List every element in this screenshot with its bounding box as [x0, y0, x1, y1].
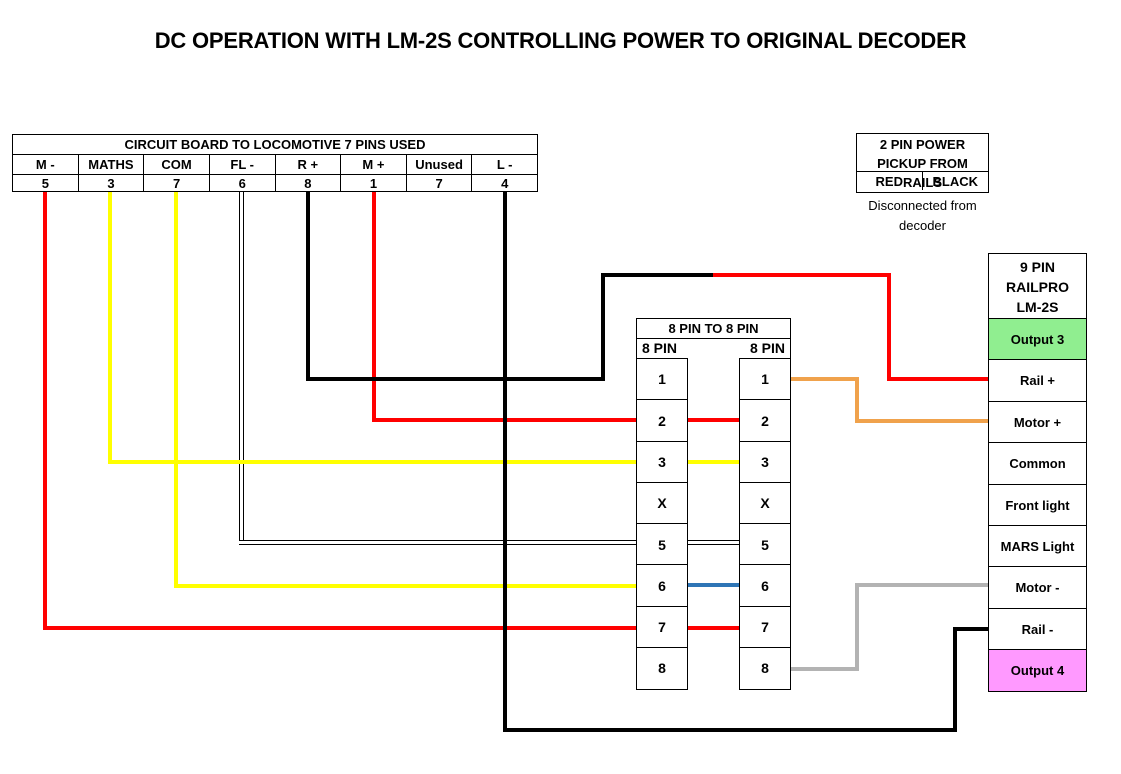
wire-m-minus-horizontal: [43, 626, 636, 630]
railpro-row-mars-light: MARS Light: [988, 525, 1087, 568]
header-cell: M +: [340, 155, 406, 174]
wire-m-plus-vertical: [372, 192, 376, 422]
wire-rail-plus-entry: [887, 377, 988, 381]
railpro-pin-column: [988, 318, 1087, 692]
wire-l-minus-riser: [953, 627, 957, 732]
railpro-row-output4: Output 4: [988, 649, 1087, 692]
power-pickup-title-line2: PICKUP FROM RAILS: [877, 156, 968, 190]
railpro-row-rail-minus: Rail -: [988, 608, 1087, 651]
adapter-left-pin-column: [636, 358, 688, 690]
adapter-left-pin: 5: [636, 523, 688, 566]
wire-motor-minus-entry: [855, 583, 988, 587]
wire-pin3-jumper: [688, 460, 739, 464]
wire-maths-vertical: [108, 192, 112, 464]
adapter-left-pin: X: [636, 482, 688, 525]
wire-m-minus-vertical: [43, 192, 47, 630]
wire-fl-minus-vertical: [239, 192, 244, 545]
railpro-title-line2: RAILPRO: [1006, 279, 1069, 295]
power-pickup-row: [857, 172, 988, 190]
power-pickup-title-line1: 2 PIN POWER: [879, 137, 966, 152]
adapter-right-pin: 2: [739, 399, 791, 442]
wire-motor-plus-entry: [855, 419, 988, 423]
wire-rail-plus-top-red: [713, 273, 891, 277]
black-wire-cell: BLACK: [922, 172, 989, 190]
wire-l-minus-vertical: [503, 192, 507, 732]
pin-number-cell: 4: [471, 175, 537, 191]
wire-fl-minus-horizontal: [239, 540, 636, 545]
adapter-right-pin: 5: [739, 523, 791, 566]
adapter-table-header: [636, 318, 791, 358]
adapter-table-title: 8 PIN TO 8 PIN: [637, 319, 790, 339]
railpro-row-output3: Output 3: [988, 318, 1087, 361]
red-wire-cell: RED: [875, 173, 903, 189]
wire-motor-plus-drop: [855, 377, 859, 423]
header-cell: L -: [471, 155, 537, 174]
railpro-row-motor-plus: Motor +: [988, 401, 1087, 444]
circuit-board-table: [12, 134, 538, 192]
adapter-right-pin: 7: [739, 606, 791, 649]
adapter-left-pin: 6: [636, 564, 688, 607]
power-pickup-table: [856, 133, 989, 193]
pin-number-cell: 1: [340, 175, 406, 191]
wire-pin2-jumper: [688, 418, 739, 422]
railpro-row-motor-minus: Motor -: [988, 566, 1087, 609]
pin-number-cell: 3: [78, 175, 144, 191]
wire-pin7-jumper: [688, 626, 739, 630]
circuit-board-pin-row: [13, 175, 537, 191]
header-cell: COM: [143, 155, 209, 174]
adapter-left-pin: 8: [636, 647, 688, 690]
pin-number-cell: 5: [41, 175, 49, 191]
disconnected-note: [856, 196, 989, 236]
header-cell: MATHS: [78, 155, 144, 174]
wire-rail-plus-drop: [887, 273, 891, 381]
pin-number-cell: 7: [143, 175, 209, 191]
adapter-right-pin: 3: [739, 441, 791, 484]
railpro-title-line1: 9 PIN: [1019, 259, 1055, 275]
wire-com-vertical: [174, 192, 178, 588]
circuit-board-table-title: CIRCUIT BOARD TO LOCOMOTIVE 7 PINS USED: [13, 135, 537, 155]
wire-r-plus-riser: [601, 273, 605, 381]
wire-l-minus-to-rail-minus: [953, 627, 988, 631]
wire-maths-horizontal: [108, 460, 636, 464]
wire-r-plus-vertical: [306, 192, 310, 381]
adapter-left-pin: 1: [636, 358, 688, 401]
header-cell: R +: [275, 155, 341, 174]
wire-pin6-jumper: [688, 583, 739, 587]
adapter-subheader-row: [637, 339, 790, 357]
wire-motor-minus-out: [791, 667, 859, 671]
wire-l-minus-bottom-horizontal: [503, 728, 957, 732]
diagram-title: DC OPERATION WITH LM-2S CONTROLLING POWER TO ORIGINAL DECODER: [154, 28, 967, 53]
wire-motor-minus-riser: [855, 583, 859, 671]
note-line1: Disconnected from: [868, 198, 977, 213]
adapter-right-header: 8 PIN: [749, 340, 785, 356]
wire-motor-plus-out: [791, 377, 859, 381]
pin-number-cell: 7: [406, 175, 472, 191]
pin-number-cell: 8: [275, 175, 341, 191]
railpro-row-front-light: Front light: [988, 484, 1087, 527]
adapter-right-pin-column: [739, 358, 791, 690]
pin-number-cell: 6: [209, 175, 275, 191]
wire-r-plus-top-black: [601, 273, 713, 277]
circuit-board-header-row: [13, 155, 537, 175]
wire-com-horizontal: [174, 584, 636, 588]
adapter-left-pin: 7: [636, 606, 688, 649]
adapter-left-header: 8 PIN: [642, 340, 678, 356]
adapter-right-pin: 6: [739, 564, 791, 607]
note-line2: decoder: [899, 218, 946, 233]
railpro-title-line3: LM-2S: [1016, 299, 1059, 315]
header-cell: FL -: [209, 155, 275, 174]
wire-pin5-jumper: [688, 540, 739, 545]
railpro-table-header: [988, 253, 1087, 318]
adapter-right-pin: 1: [739, 358, 791, 401]
adapter-left-pin: 3: [636, 441, 688, 484]
header-cell: Unused: [406, 155, 472, 174]
adapter-right-pin: 8: [739, 647, 791, 690]
railpro-row-rail-plus: Rail +: [988, 359, 1087, 402]
adapter-left-pin: 2: [636, 399, 688, 442]
wire-r-plus-horizontal: [306, 377, 605, 381]
railpro-row-common: Common: [988, 442, 1087, 485]
header-cell: M -: [35, 157, 55, 172]
adapter-right-pin: X: [739, 482, 791, 525]
